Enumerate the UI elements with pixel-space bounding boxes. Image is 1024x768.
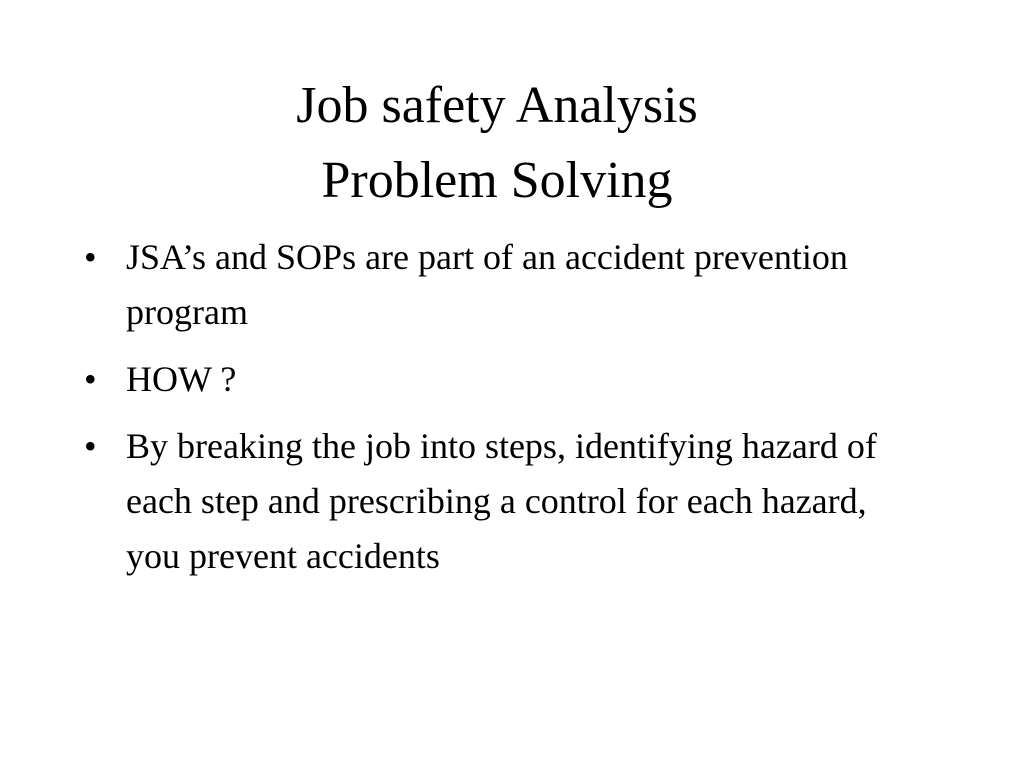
bullet-text: HOW ? <box>126 359 237 399</box>
bullet-icon: • <box>84 359 97 399</box>
bullet-item <box>84 419 914 584</box>
bullet-item <box>84 230 914 340</box>
bullet-icon: • <box>84 237 97 277</box>
bullet-text: By breaking the job into steps, identifying hazard of each step and prescribing a control for each hazard, you prevent accidents <box>126 426 877 576</box>
bullet-text: JSA’s and SOPs are part of an accident prevention program <box>126 237 848 332</box>
bullet-list <box>84 230 914 596</box>
bullet-icon: • <box>84 426 97 466</box>
title-line-2: Problem Solving <box>321 152 673 209</box>
bullet-item <box>84 352 914 407</box>
title-line-1: Job safety Analysis <box>296 77 698 134</box>
slide-title <box>0 68 994 218</box>
